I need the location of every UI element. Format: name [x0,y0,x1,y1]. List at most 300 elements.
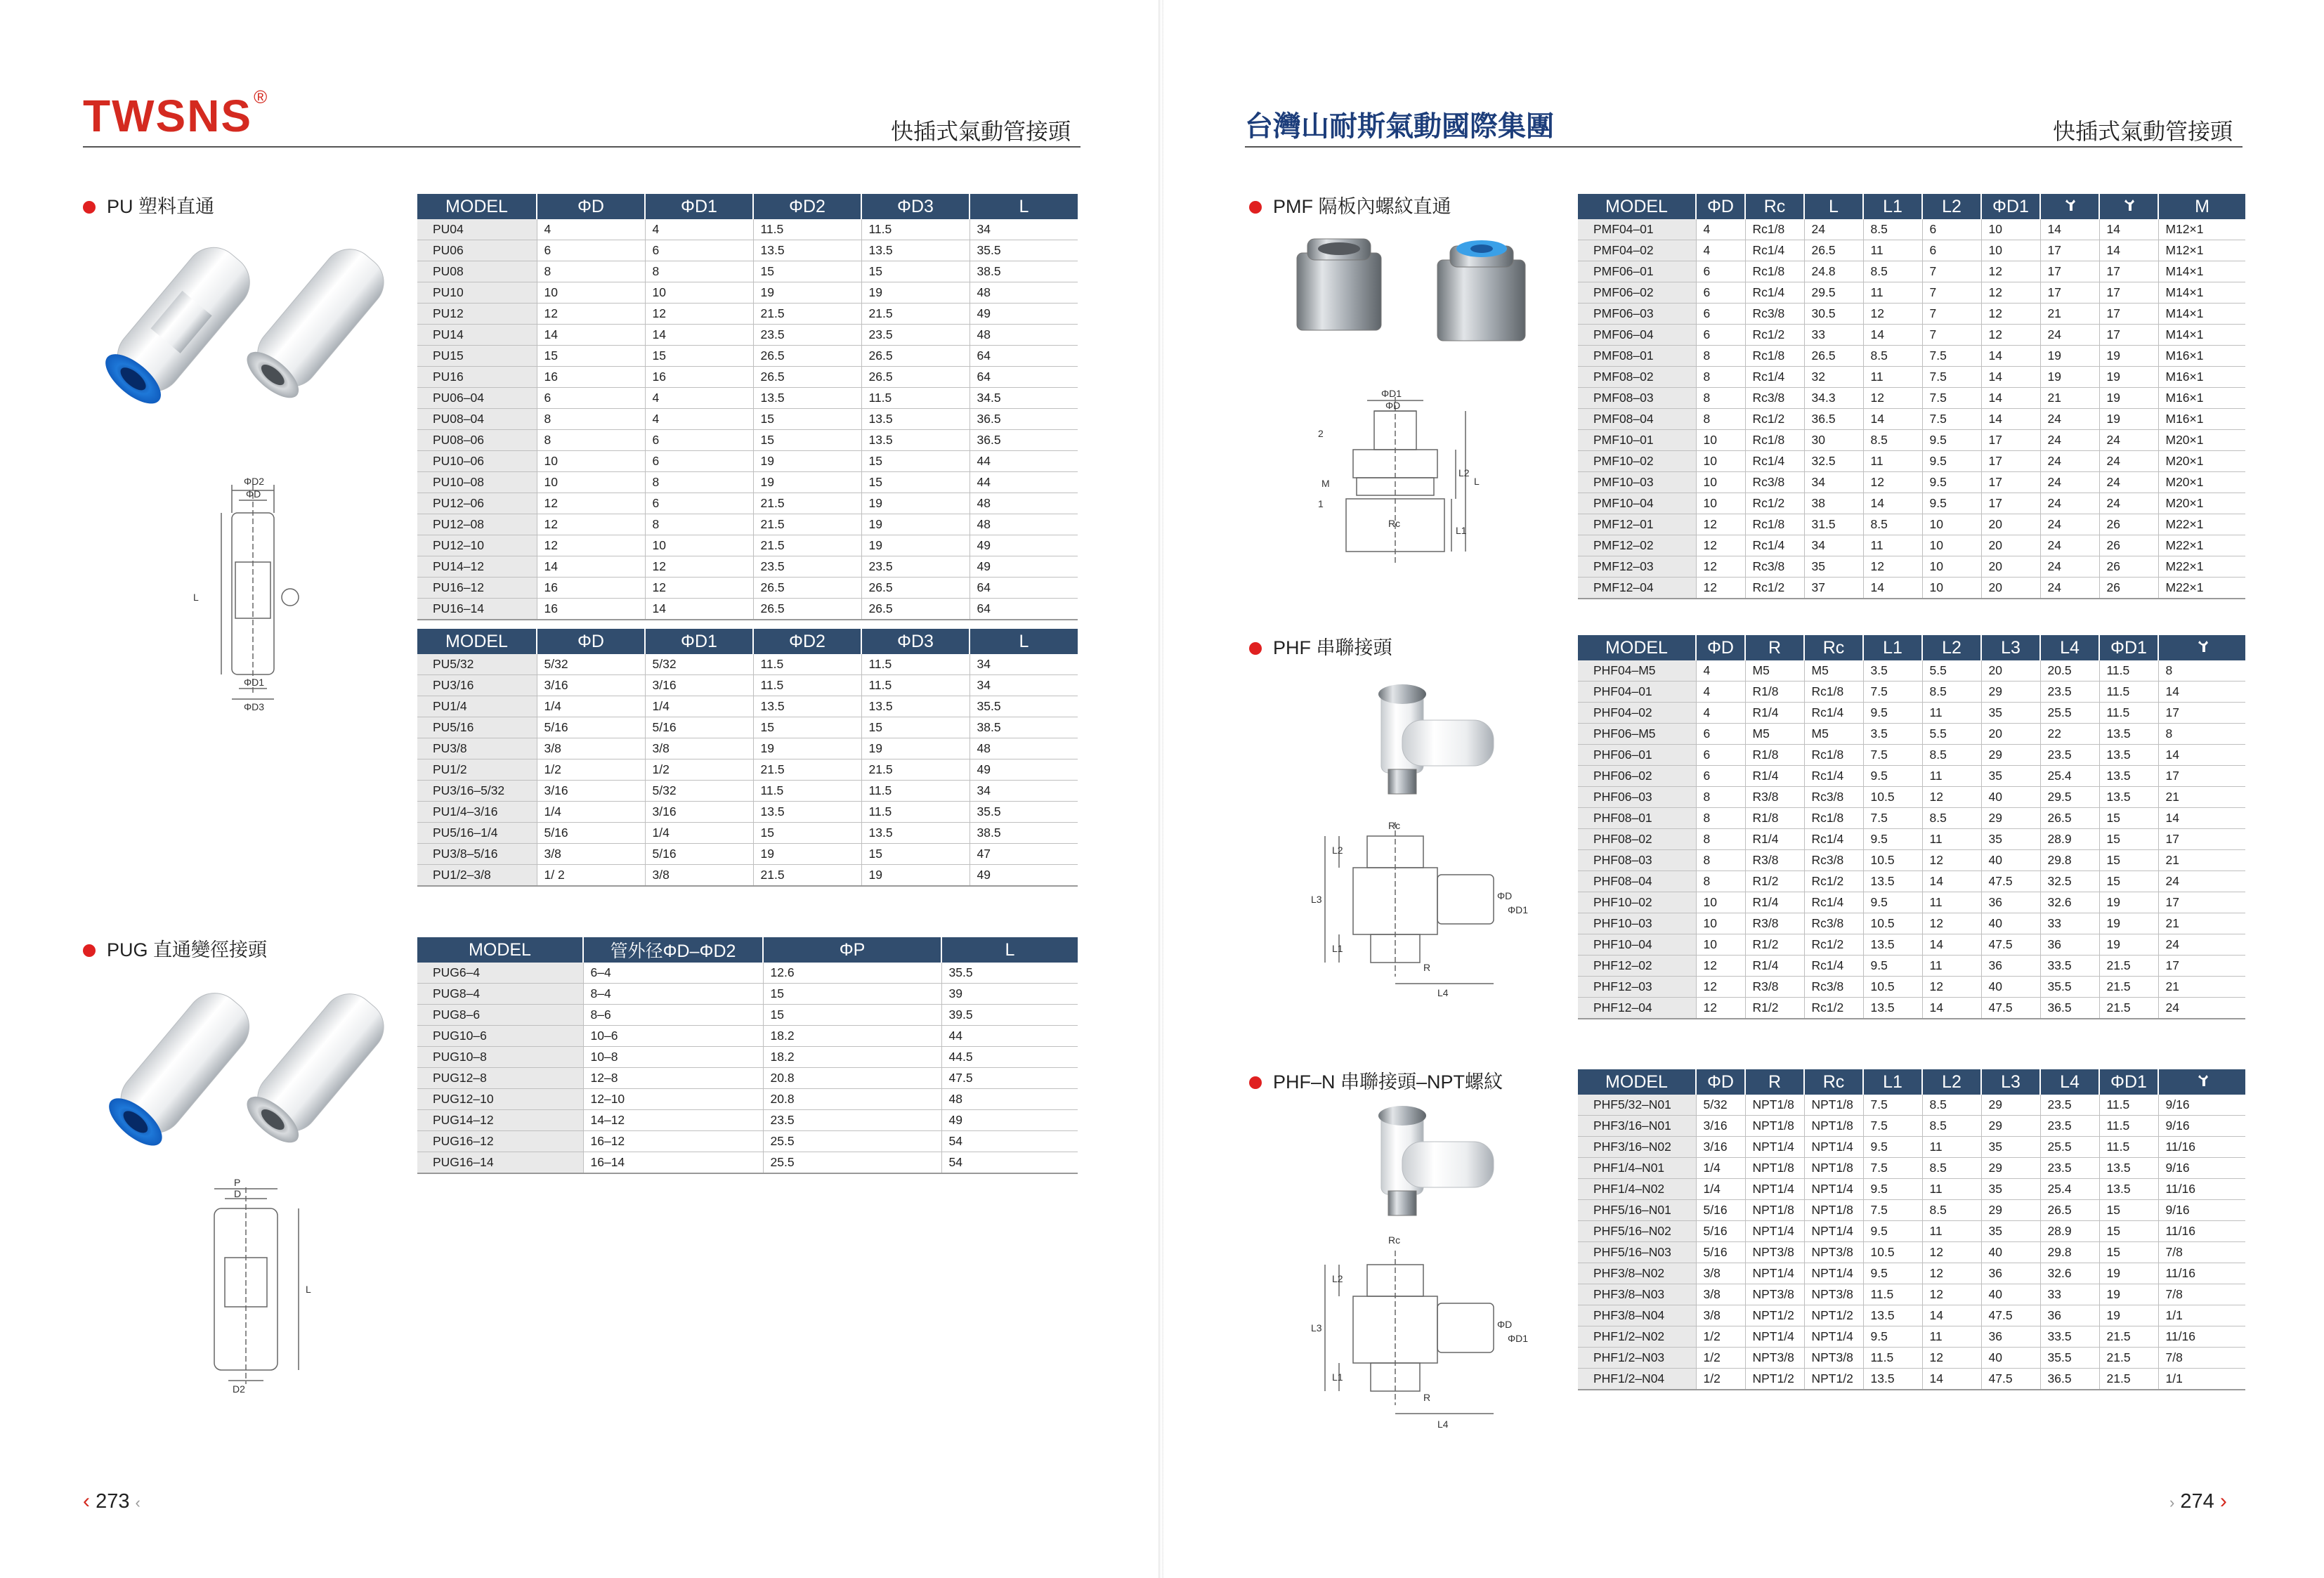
table-cell: R3/8 [1745,977,1804,998]
table-cell: 19 [753,282,861,304]
model-cell: PUG16–14 [417,1152,583,1174]
column-header: Rc [1745,194,1804,219]
table-cell: 38.5 [970,261,1078,282]
table-cell: 30.5 [1804,304,1863,325]
model-cell: PMF10–02 [1578,451,1696,472]
table-cell: M5 [1804,660,1863,682]
table-cell: 10 [1922,535,1981,556]
pmf-photo [1269,232,1571,365]
table-row [1578,1179,2245,1200]
table-cell: 25.4 [2040,766,2099,787]
model-cell: PUG12–8 [417,1068,583,1089]
page-number-right: › 274 › [2169,1489,2227,1513]
table-cell: 12 [537,535,645,556]
table-cell: 9.5 [1863,829,1922,850]
table-cell: 12–8 [583,1068,763,1089]
table-cell: Rc3/8 [1745,388,1804,409]
table-cell: 11.5 [861,654,970,675]
table-cell: 9.5 [1863,1326,1922,1348]
model-cell: PHF3/8–N04 [1578,1305,1696,1326]
table-cell: 10.5 [1863,977,1922,998]
table-cell: 11 [1863,535,1922,556]
table-cell: 11.5 [1863,1284,1922,1305]
table-cell: 15 [2099,1242,2158,1263]
table-row [1578,346,2245,367]
table-cell: 23.5 [2040,1116,2099,1137]
column-header: L [1804,194,1863,219]
phf-dim-d1: ΦD1 [1508,904,1529,915]
table-cell: Rc1/8 [1745,514,1804,535]
table-cell: 24 [2040,409,2099,430]
table-cell: 24 [2158,871,2245,892]
model-cell: PMF06–01 [1578,261,1696,282]
table-cell: 35.5 [941,963,1078,984]
table-cell: 1/4 [645,823,753,844]
table-cell: 7.5 [1922,388,1981,409]
table-row [417,675,1078,696]
table-cell: 23.5 [753,325,861,346]
table-cell: 11 [1863,240,1922,261]
model-cell: PHF3/16–N02 [1578,1137,1696,1158]
table-cell: 12 [1922,1242,1981,1263]
red-dot-icon [83,201,96,214]
table-row [1578,1116,2245,1137]
pu-dimension-drawing [179,457,320,724]
model-cell: PMF06–02 [1578,282,1696,304]
table-cell: 11.5 [861,675,970,696]
table-row [1578,304,2245,325]
table-cell: 3.5 [1863,724,1922,745]
table-cell: 18.2 [763,1047,941,1068]
table-cell: 17 [1981,430,2040,451]
column-header: ΦP [763,937,941,963]
table-cell: NPT1/8 [1804,1095,1863,1116]
table-cell: 23.5 [753,556,861,578]
table-cell: 64 [970,578,1078,599]
table-cell: 36 [1981,956,2040,977]
table-cell: 8 [537,430,645,451]
table-cell: 10 [1696,472,1745,493]
table-cell: 13.5 [2099,766,2158,787]
table-cell: 7 [1922,261,1981,282]
section-phfn-label: PHF–N 串聯接頭–NPT螺紋 [1249,1067,1503,1094]
table-row [417,261,1078,282]
table-cell: 21 [2158,787,2245,808]
table-cell: 1/ 2 [537,865,645,887]
table-cell: 9/16 [2158,1200,2245,1221]
section-pmf-label: PMF 隔板內螺紋直通 [1249,191,1451,219]
table-cell: 25.4 [2040,1179,2099,1200]
pu-dim-d2: ΦD2 [244,476,265,487]
table-cell: 7/8 [2158,1242,2245,1263]
table-cell: 17 [2158,766,2245,787]
table-cell: 10 [1922,578,1981,599]
table-cell: 36.5 [2040,998,2099,1019]
table-header-row [417,194,1078,219]
table-cell: 21 [2158,913,2245,934]
table-cell: 21.5 [861,304,970,325]
table-cell: 15 [645,346,753,367]
table-cell: 11.5 [2099,1137,2158,1158]
table-cell: 24 [2040,325,2099,346]
model-cell: PU1/4–3/16 [417,802,537,823]
table-cell: 47.5 [1981,1369,2040,1390]
table-cell: 5/32 [645,781,753,802]
model-cell: PU3/8 [417,738,537,759]
table-cell: Rc1/4 [1745,282,1804,304]
table-cell: 9.5 [1863,766,1922,787]
table-row [1578,808,2245,829]
table-cell: 12 [1922,913,1981,934]
table-cell: 5/16 [645,717,753,738]
table-cell: 26.5 [861,578,970,599]
table-cell: 9.5 [1922,430,1981,451]
model-cell: PMF04–02 [1578,240,1696,261]
table-cell: 14 [1981,346,2040,367]
table-cell: 21.5 [753,535,861,556]
table-cell: 48 [941,1089,1078,1110]
table-cell: 49 [941,1110,1078,1131]
table-cell: 24 [2158,934,2245,956]
table-cell: 33.5 [2040,1326,2099,1348]
table-cell: 12 [1696,998,1745,1019]
table-cell: 6 [537,388,645,409]
table-cell: 12 [1922,850,1981,871]
table-cell: Rc1/2 [1745,493,1804,514]
model-cell: PHF1/4–N02 [1578,1179,1696,1200]
column-header: ΦD1 [2099,1069,2158,1095]
table-cell: 6–4 [583,963,763,984]
table-row [1578,977,2245,998]
table-cell: 11.5 [861,388,970,409]
table-cell: 1/4 [537,696,645,717]
table-cell: 17 [2099,325,2158,346]
table-cell: 13.5 [1863,1369,1922,1390]
table-cell: 8.5 [1922,1158,1981,1179]
table-cell: 44.5 [941,1047,1078,1068]
table-cell: 10 [1696,934,1745,956]
model-cell: PUG10–8 [417,1047,583,1068]
table-cell: 8 [1696,787,1745,808]
phf-photo [1325,682,1508,801]
table-cell: 7 [1922,325,1981,346]
table-cell: 13.5 [1863,998,1922,1019]
table-cell: 14 [2099,240,2158,261]
table-cell: 34 [970,675,1078,696]
table-cell: 11 [1922,1179,1981,1200]
model-cell: PU12–10 [417,535,537,556]
table-cell: M12×1 [2158,240,2245,261]
table-cell: Rc1/2 [1804,998,1863,1019]
table-header-row [417,937,1078,963]
table-row [417,599,1078,620]
table-row [1578,1263,2245,1284]
table-cell: 14 [1922,934,1981,956]
table-cell: 15 [2099,808,2158,829]
model-cell: PHF08–03 [1578,850,1696,871]
column-header: L1 [1863,194,1922,219]
table-row [417,759,1078,781]
table-cell: 10–6 [583,1026,763,1047]
table-cell: 23.5 [861,556,970,578]
table-cell: Rc1/4 [1745,367,1804,388]
table-row [1578,240,2245,261]
table-cell: 21.5 [753,759,861,781]
table-cell: 6 [1696,325,1745,346]
table-cell: 49 [970,535,1078,556]
table-cell: 11.5 [753,654,861,675]
table-cell: 8–4 [583,984,763,1005]
table-row [417,219,1078,240]
table-cell: 1/4 [537,802,645,823]
column-header: 管外径ΦD–ΦD2 [583,937,763,963]
table-cell: 39 [941,984,1078,1005]
phf-dim-rc: Rc [1388,820,1401,831]
phf-dim-l1: L1 [1332,943,1343,954]
table-cell: 7.5 [1863,808,1922,829]
table-cell: 8–6 [583,1005,763,1026]
model-cell: PHF1/2–N02 [1578,1326,1696,1348]
table-cell: 26.5 [2040,1200,2099,1221]
table-cell: 10 [1922,514,1981,535]
table-row [1578,934,2245,956]
table-cell: 9.5 [1863,1263,1922,1284]
table-cell: 26.5 [1804,346,1863,367]
table-cell: 3/8 [537,738,645,759]
model-cell: PHF06–03 [1578,787,1696,808]
table-cell: 23.5 [2040,1095,2099,1116]
table-cell: 15 [2099,871,2158,892]
model-cell: PMF04–01 [1578,219,1696,240]
table-cell: 15 [2099,850,2158,871]
table-cell: NPT3/8 [1804,1242,1863,1263]
table-cell: 10.5 [1863,787,1922,808]
table-cell: 3/8 [1696,1305,1745,1326]
table-cell: 11 [1922,1326,1981,1348]
model-cell: PU12 [417,304,537,325]
table-cell: 24 [1804,219,1863,240]
model-cell: PUG8–6 [417,1005,583,1026]
table-row [417,451,1078,472]
table-cell: 3/8 [537,844,645,865]
table-cell: 24 [2040,451,2099,472]
model-cell: PHF04–01 [1578,682,1696,703]
table-cell: 35.5 [970,240,1078,261]
table-cell: 6 [1922,219,1981,240]
table-cell: 36 [2040,1305,2099,1326]
table-row [1578,1158,2245,1179]
model-cell: PHF10–02 [1578,892,1696,913]
table-row [417,1047,1078,1068]
table-cell: 19 [753,738,861,759]
pmf-dimension-drawing [1290,386,1515,576]
table-cell: Rc3/8 [1745,556,1804,578]
table-cell: R1/4 [1745,766,1804,787]
table-cell: 8.5 [1922,1200,1981,1221]
pu-metric-table [417,194,1078,620]
table-row [417,984,1078,1005]
phfn-dim-d1: ΦD1 [1508,1333,1529,1344]
column-header: M [2158,194,2245,219]
phf-dimension-drawing [1283,808,1536,998]
phf-dim-l2: L2 [1332,845,1343,856]
table-cell: 13.5 [1863,871,1922,892]
table-cell: 14 [1922,1305,1981,1326]
table-cell: 19 [2099,388,2158,409]
table-cell: 11.5 [753,781,861,802]
pug-dim-l: L [306,1284,311,1295]
table-cell: 29 [1981,1158,2040,1179]
table-cell: 5/16 [1696,1200,1745,1221]
table-cell: 20.8 [763,1089,941,1110]
table-cell: 11 [1922,1221,1981,1242]
table-cell: 36 [1981,892,2040,913]
table-cell: 4 [1696,240,1745,261]
phf-table [1578,635,2245,1019]
table-cell: 7.5 [1922,367,1981,388]
table-cell: 15 [2099,829,2158,850]
table-cell: 20.5 [2040,660,2099,682]
table-cell: 31.5 [1804,514,1863,535]
table-cell: M20×1 [2158,430,2245,451]
table-cell: 10 [537,451,645,472]
table-cell: 35 [1981,1221,2040,1242]
table-cell: 14 [1922,1369,1981,1390]
table-cell: 17 [2099,304,2158,325]
table-cell: 12 [645,578,753,599]
table-cell: 15 [861,472,970,493]
table-cell: 3/8 [1696,1284,1745,1305]
table-cell: 10 [1696,913,1745,934]
table-cell: 35 [1981,829,2040,850]
table-cell: 36.5 [970,409,1078,430]
page-number-left: ‹ 273 ‹ [83,1489,141,1513]
table-cell: 15 [537,346,645,367]
model-cell: PMF06–03 [1578,304,1696,325]
table-cell: 35 [1981,766,2040,787]
table-cell: 12 [537,304,645,325]
table-cell: 25.5 [2040,1137,2099,1158]
table-cell: 15 [763,1005,941,1026]
model-cell: PUG8–4 [417,984,583,1005]
table-cell: 54 [941,1152,1078,1174]
table-cell: 33 [2040,1284,2099,1305]
table-cell: 1/2 [537,759,645,781]
table-cell: M16×1 [2158,388,2245,409]
table-row [1578,451,2245,472]
book-spine [1158,0,1163,1578]
table-cell: 7 [1922,304,1981,325]
pmf-dim-d1: ΦD1 [1381,388,1402,399]
table-cell: 21.5 [2099,956,2158,977]
table-cell: 4 [645,388,753,409]
table-cell: 12.6 [763,963,941,984]
table-row [1578,325,2245,346]
column-header: ΦD2 [753,194,861,219]
column-header: R [1745,635,1804,660]
table-cell: R1/8 [1745,808,1804,829]
table-cell: 48 [970,514,1078,535]
model-cell: PU08 [417,261,537,282]
table-cell: 5/16 [645,844,753,865]
table-cell: 29.5 [2040,787,2099,808]
table-cell: 24 [2040,430,2099,451]
table-cell: 10 [537,282,645,304]
table-cell: 8 [645,472,753,493]
table-cell: 32.6 [2040,892,2099,913]
column-header: MODEL [1578,194,1696,219]
phfn-dimension-drawing [1283,1230,1536,1433]
table-cell: 19 [861,738,970,759]
table-cell: 17 [2158,703,2245,724]
pu-dim-d1: ΦD1 [244,677,265,688]
table-cell: 48 [970,493,1078,514]
table-cell: 11.5 [2099,703,2158,724]
table-cell: 26.5 [2040,808,2099,829]
table-cell: 18.2 [763,1026,941,1047]
table-cell: NPT1/8 [1804,1116,1863,1137]
table-cell: NPT1/4 [1745,1221,1804,1242]
table-cell: 7.5 [1863,682,1922,703]
column-header: L1 [1863,635,1922,660]
table-cell: 5/32 [537,654,645,675]
table-cell: 29 [1981,1116,2040,1137]
model-cell: PU16–14 [417,599,537,620]
table-cell: 26 [2099,556,2158,578]
table-row [1578,282,2245,304]
table-cell: Rc1/2 [1745,409,1804,430]
table-cell: 26.5 [753,367,861,388]
table-row [1578,745,2245,766]
table-cell: 25.5 [763,1131,941,1152]
phfn-dim-l4: L4 [1437,1419,1449,1430]
table-cell: 26.5 [861,599,970,620]
table-row [417,346,1078,367]
table-row [1578,1284,2245,1305]
table-cell: 6 [645,240,753,261]
table-cell: M5 [1745,724,1804,745]
table-cell: NPT1/2 [1745,1369,1804,1390]
table-cell: 14 [1981,388,2040,409]
pmf-wrench-1: 1 [1318,498,1324,509]
table-cell: 14 [1922,998,1981,1019]
table-cell: 19 [2099,934,2158,956]
table-cell: 64 [970,367,1078,388]
table-cell: 15 [861,451,970,472]
table-cell: 12 [1863,304,1922,325]
table-cell: 34 [970,654,1078,675]
table-cell: 21.5 [753,514,861,535]
table-row [1578,219,2245,240]
model-cell: PU10–08 [417,472,537,493]
table-cell: 8.5 [1922,1116,1981,1137]
table-cell: 24.8 [1804,261,1863,282]
table-cell: 21.5 [753,304,861,325]
column-header: ΦD [537,194,645,219]
column-header: ΦD [1696,194,1745,219]
table-cell: 8 [645,514,753,535]
table-row [417,1005,1078,1026]
table-row [1578,850,2245,871]
table-cell: 24 [2040,556,2099,578]
table-cell: M16×1 [2158,409,2245,430]
table-cell: 34.5 [970,388,1078,409]
table-cell: 12–10 [583,1089,763,1110]
phfn-dim-l1: L1 [1332,1371,1343,1383]
table-cell: 3/16 [537,675,645,696]
table-header-row [417,629,1078,654]
table-cell: R1/8 [1745,682,1804,703]
